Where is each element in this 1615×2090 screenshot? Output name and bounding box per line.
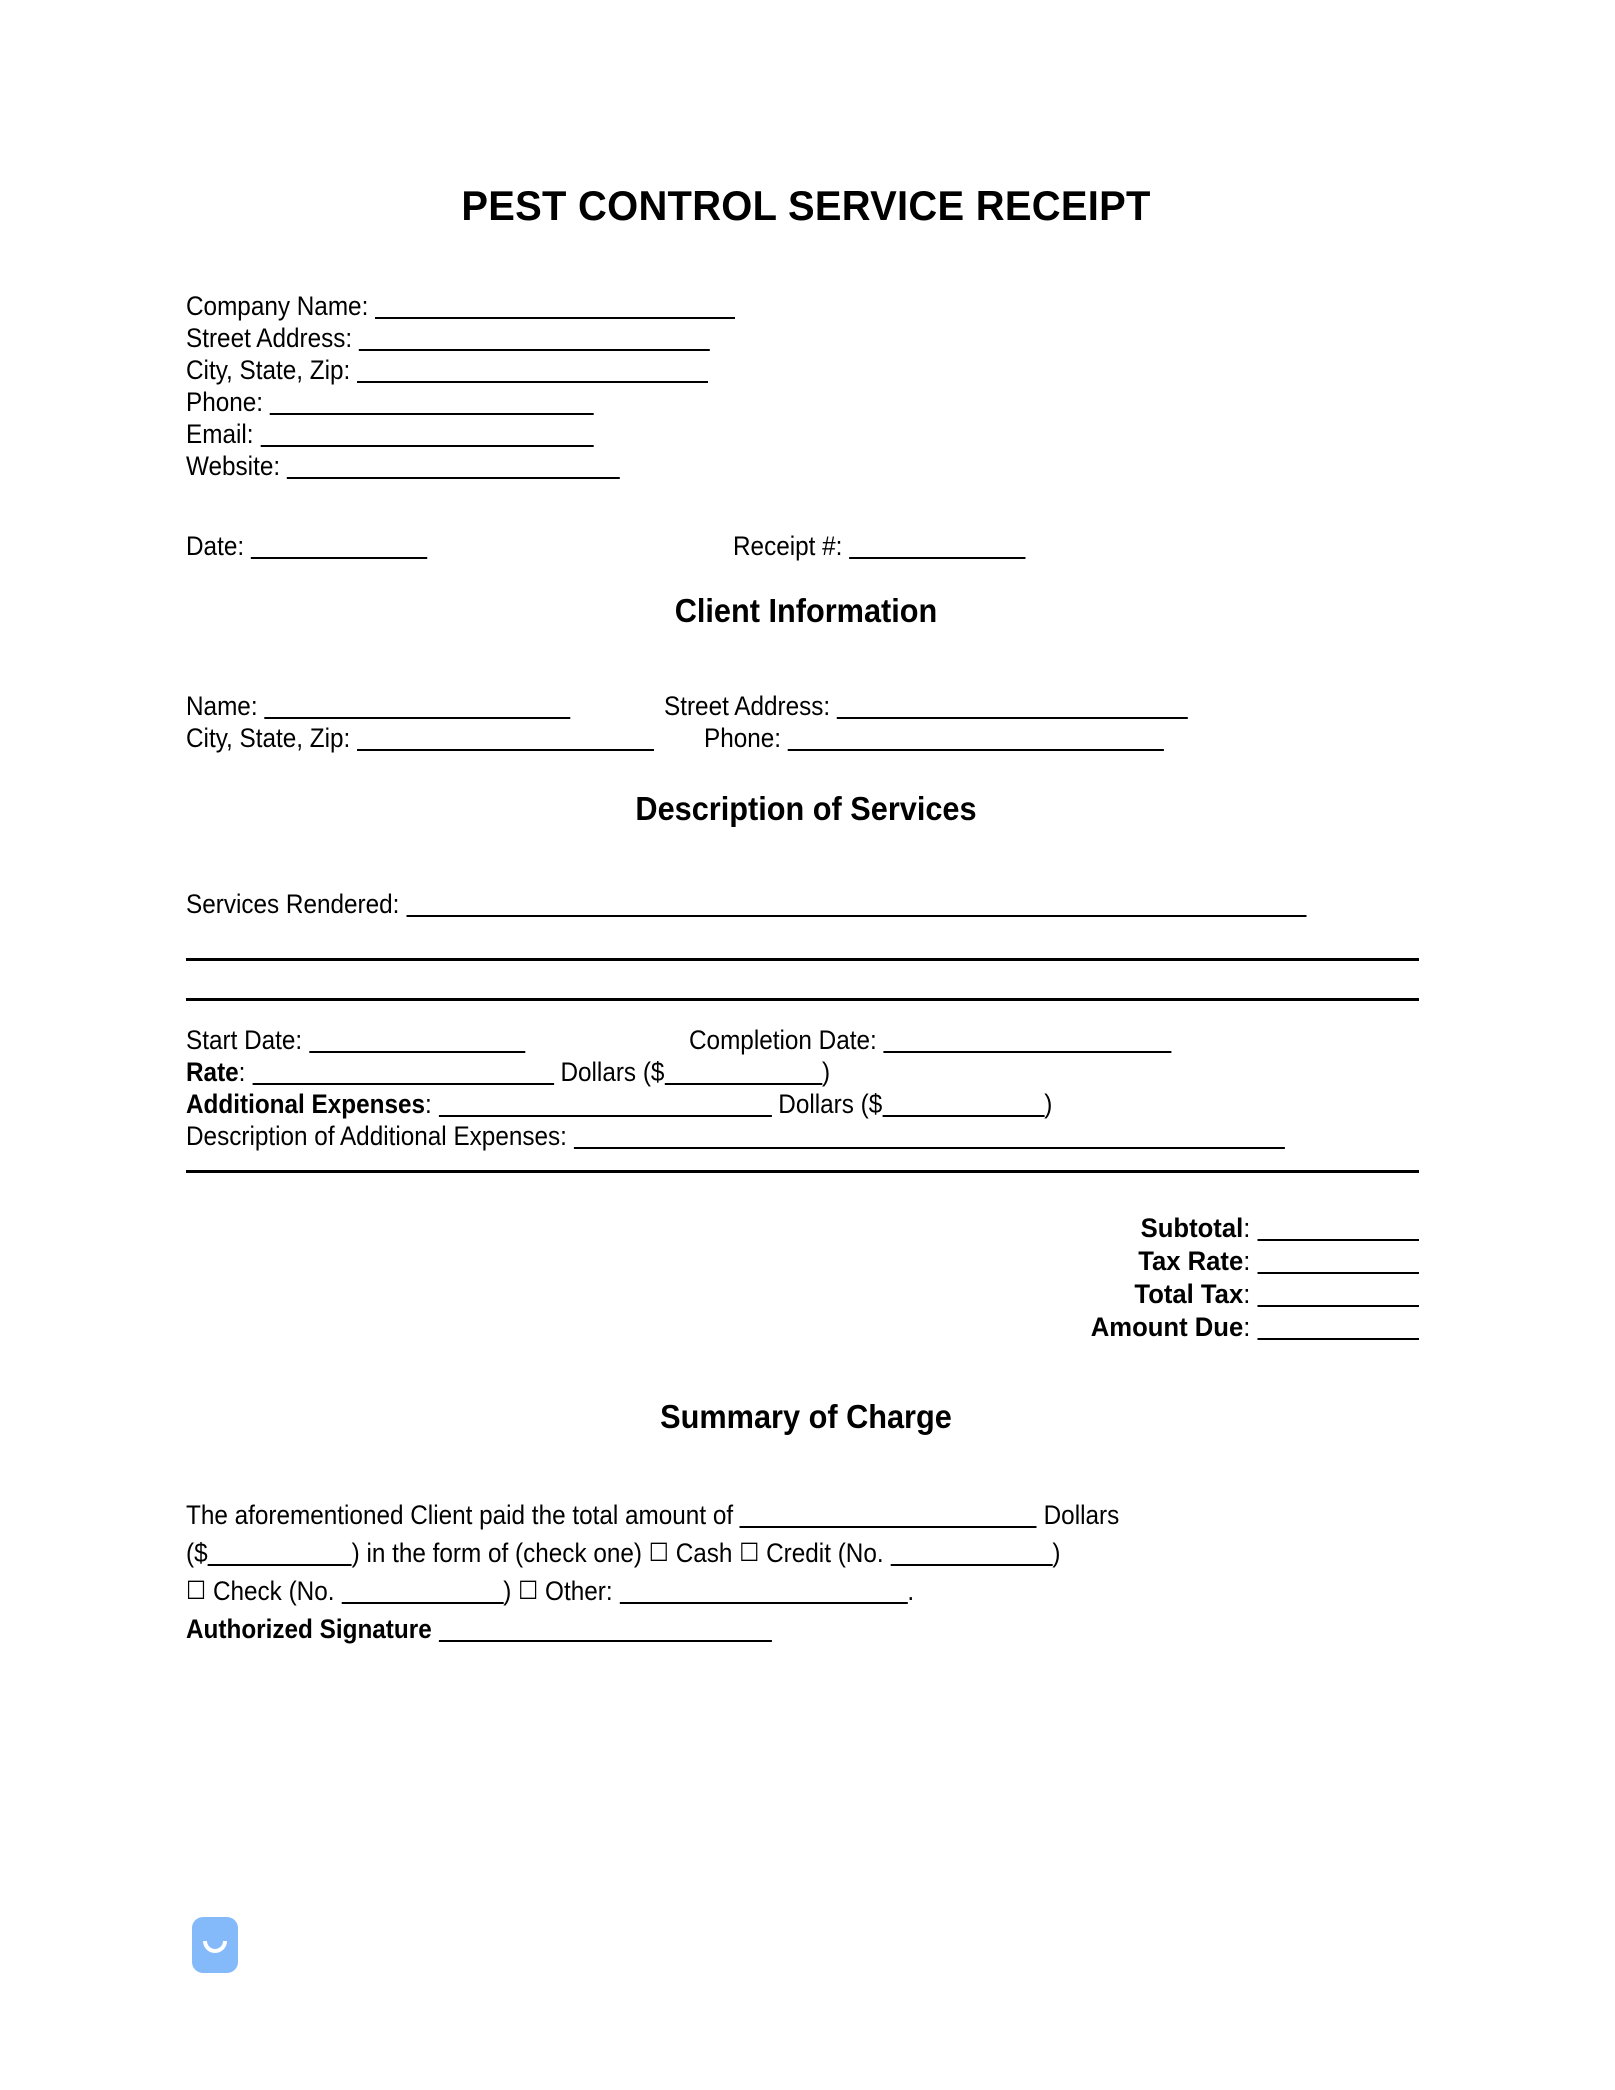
summary-line-1 <box>186 1496 1302 1534</box>
checkbox-credit[interactable]: ☐ <box>739 1539 760 1567</box>
client-information-heading-wrap <box>186 592 1426 630</box>
field-company-name-input[interactable] <box>375 295 735 319</box>
total-row-amount-due <box>248 1311 1419 1344</box>
summary-line-2 <box>186 1534 1302 1572</box>
field-client-city-label: City, State, Zip: <box>186 723 351 753</box>
field-date-input[interactable] <box>251 535 427 559</box>
field-email-label: Email: <box>186 419 254 449</box>
field-additional-expenses-amount-input[interactable] <box>882 1093 1044 1117</box>
field-website-input[interactable] <box>287 455 620 479</box>
field-phone-input[interactable] <box>270 391 594 415</box>
rate-dollars-label: Dollars ($ <box>560 1057 665 1087</box>
field-client-phone-label: Phone: <box>704 723 782 753</box>
check-paren-close: ) <box>503 1576 512 1606</box>
summary-line-1-text: The aforementioned Client paid the total amount of <box>186 1500 734 1530</box>
company-info-block <box>186 290 796 482</box>
field-client-name-input[interactable] <box>264 695 570 719</box>
services-rendered-line-2[interactable] <box>186 958 1419 961</box>
field-street-address-label: Street Address: <box>186 323 353 353</box>
other-period: . <box>907 1576 915 1606</box>
field-company-name <box>186 290 735 322</box>
summary-amount-mid: ) in the form of (check one) <box>351 1538 642 1568</box>
field-client-city-input[interactable] <box>357 727 654 751</box>
summary-line-1-dollars: Dollars <box>1043 1500 1120 1530</box>
tax-rate-input[interactable] <box>1258 1250 1420 1274</box>
description-additional-expenses-row <box>186 1120 1426 1152</box>
field-email <box>186 418 735 450</box>
field-description-additional-input[interactable] <box>574 1125 1285 1149</box>
field-additional-expenses-colon: : <box>425 1089 432 1119</box>
credit-paren-close: ) <box>1052 1538 1061 1568</box>
field-client-street-label: Street Address: <box>664 691 831 721</box>
field-services-rendered <box>186 888 1426 920</box>
summary-line-4 <box>186 1610 1302 1648</box>
field-date <box>186 530 427 562</box>
smile-bag-logo-icon <box>192 1917 238 1973</box>
services-heading: Description of Services <box>635 790 977 827</box>
field-website-label: Website: <box>186 451 281 481</box>
total-row-subtotal <box>248 1212 1419 1245</box>
field-client-name-label: Name: <box>186 691 258 721</box>
field-start-date <box>186 1024 525 1056</box>
field-city-state-zip <box>186 354 735 386</box>
field-client-phone <box>704 722 1164 754</box>
other-method-input[interactable] <box>619 1580 907 1604</box>
receipt-document <box>186 0 1426 1644</box>
field-phone <box>186 386 735 418</box>
field-city-state-zip-input[interactable] <box>357 359 708 383</box>
logo-smile-arc <box>203 1941 227 1953</box>
total-tax-label: Total Tax <box>1134 1279 1244 1309</box>
checkbox-cash[interactable]: ☐ <box>648 1539 669 1567</box>
checkbox-other-label: Other: <box>545 1576 613 1606</box>
description-additional-expenses-line-2[interactable] <box>186 1170 1419 1173</box>
rate-paren-close: ) <box>821 1057 831 1087</box>
field-additional-expenses-label: Additional Expenses <box>186 1089 426 1119</box>
amount-due-colon: : <box>1243 1312 1251 1342</box>
total-row-total-tax <box>248 1278 1419 1311</box>
field-street-address <box>186 322 735 354</box>
field-client-street-input[interactable] <box>837 695 1188 719</box>
field-receipt-number <box>733 530 1026 562</box>
field-client-city <box>186 722 654 754</box>
field-services-rendered-label: Services Rendered: <box>186 889 400 919</box>
field-rate-colon: : <box>238 1057 246 1087</box>
field-receipt-number-input[interactable] <box>849 535 1025 559</box>
field-city-state-zip-label: City, State, Zip: <box>186 355 351 385</box>
field-phone-label: Phone: <box>186 387 264 417</box>
field-website <box>186 450 735 482</box>
client-information-fields <box>186 690 1426 754</box>
additional-expenses-row <box>186 1088 1426 1120</box>
checkbox-credit-label: Credit (No. <box>766 1538 884 1568</box>
checkbox-check-label: Check (No. <box>212 1576 335 1606</box>
field-description-additional-label: Description of Additional Expenses: <box>186 1121 567 1151</box>
page-title: PEST CONTROL SERVICE RECEIPT <box>461 182 1151 229</box>
field-rate-words-input[interactable] <box>252 1061 554 1085</box>
totals-block <box>186 1212 1419 1344</box>
summary-of-charge-body <box>186 1496 1426 1648</box>
field-services-rendered-input[interactable] <box>406 893 1306 917</box>
field-completion-date-input[interactable] <box>884 1029 1172 1053</box>
summary-of-charge-heading: Summary of Charge <box>660 1398 952 1435</box>
field-street-address-input[interactable] <box>359 327 710 351</box>
amount-due-label: Amount Due <box>1090 1312 1244 1342</box>
field-additional-expenses-words-input[interactable] <box>439 1093 772 1117</box>
field-rate-label: Rate <box>186 1057 239 1087</box>
rate-row <box>186 1056 1426 1088</box>
service-details-block <box>186 1024 1426 1152</box>
expenses-paren-close: ) <box>1044 1089 1053 1119</box>
subtotal-label: Subtotal <box>1140 1213 1244 1243</box>
total-tax-colon: : <box>1243 1279 1251 1309</box>
total-row-tax-rate <box>248 1245 1419 1278</box>
client-row-1 <box>186 690 1426 722</box>
dates-row <box>186 1024 1426 1056</box>
field-receipt-number-label: Receipt #: <box>733 531 843 561</box>
credit-number-input[interactable] <box>890 1542 1052 1566</box>
field-rate-amount-input[interactable] <box>664 1061 822 1085</box>
field-company-name-label: Company Name: <box>186 291 369 321</box>
services-rendered-line-3[interactable] <box>186 998 1419 1001</box>
amount-due-input[interactable] <box>1258 1316 1420 1340</box>
total-amount-numeric-input[interactable] <box>208 1542 352 1566</box>
field-start-date-label: Start Date: <box>186 1025 303 1055</box>
check-number-input[interactable] <box>341 1580 503 1604</box>
services-heading-wrap <box>186 790 1426 828</box>
field-start-date-input[interactable] <box>309 1029 525 1053</box>
total-tax-input[interactable] <box>1258 1283 1420 1307</box>
checkbox-other[interactable]: ☐ <box>518 1577 539 1605</box>
field-date-label: Date: <box>186 531 245 561</box>
checkbox-check[interactable]: ☐ <box>186 1577 207 1605</box>
authorized-signature-input[interactable] <box>438 1618 771 1642</box>
field-completion-date <box>689 1024 1172 1056</box>
tax-rate-colon: : <box>1243 1246 1251 1276</box>
field-completion-date-label: Completion Date: <box>689 1025 877 1055</box>
total-amount-words-input[interactable] <box>740 1504 1037 1528</box>
tax-rate-label: Tax Rate <box>1138 1246 1244 1276</box>
authorized-signature-label: Authorized Signature <box>186 1614 432 1644</box>
summary-amount-open: ($ <box>186 1538 208 1568</box>
field-client-street <box>664 690 1188 722</box>
field-client-name <box>186 690 570 722</box>
field-client-phone-input[interactable] <box>788 727 1164 751</box>
checkbox-cash-label: Cash <box>675 1538 733 1568</box>
client-information-heading: Client Information <box>674 592 938 629</box>
expenses-dollars-label: Dollars ($ <box>778 1089 883 1119</box>
summary-heading-wrap <box>186 1398 1426 1436</box>
subtotal-colon: : <box>1243 1213 1251 1243</box>
subtotal-input[interactable] <box>1258 1217 1420 1241</box>
client-row-2 <box>186 722 1426 754</box>
field-email-input[interactable] <box>260 423 593 447</box>
summary-line-3 <box>186 1572 1302 1610</box>
